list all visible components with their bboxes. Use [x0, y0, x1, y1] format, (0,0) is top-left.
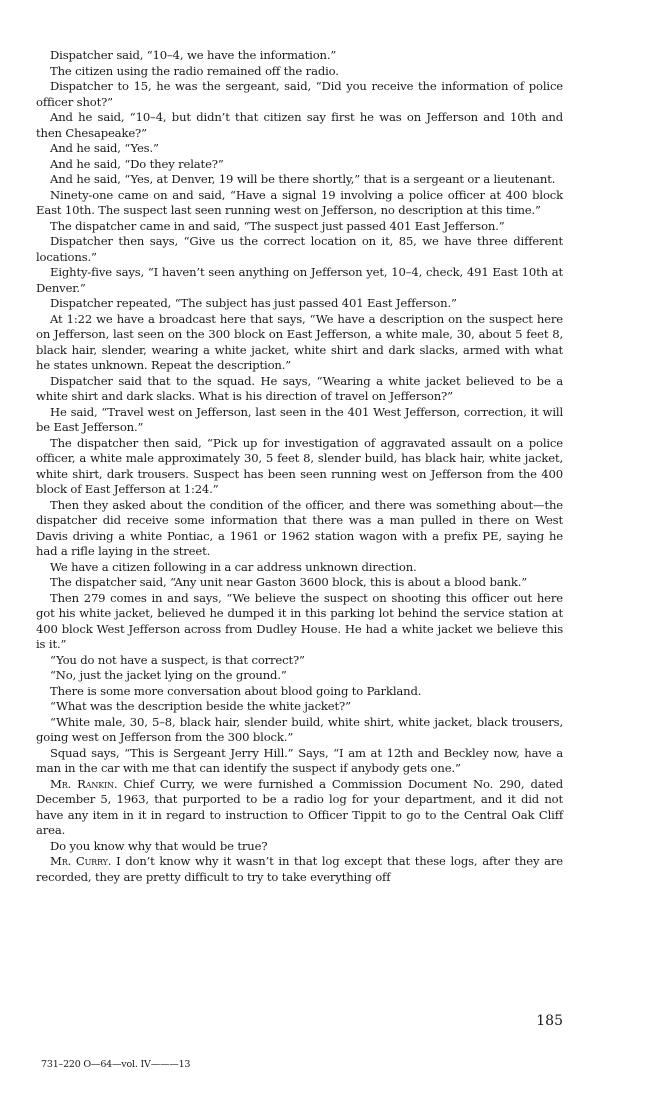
- transcript-paragraph: [36, 188, 563, 219]
- paragraph-text: There is some more conversation about blood going to Parkland.: [50, 683, 422, 698]
- transcript-paragraph: [36, 79, 563, 110]
- transcript-paragraph: [36, 591, 563, 653]
- paragraph-text: Dispatcher said that to the squad. He says, “Wearing a white jacket believed to be a white shirt and dark slacks. What is his direction of travel on Jefferson?”: [36, 373, 563, 403]
- paragraph-text: Chief Curry, we were furnished a Commission Document No. 290, dated December 5, 1963, that purported to be a radio log for your department, and it did not have any item in it in regard to instruction to Officer Tippit to go to the Central Oak Cliff area.: [36, 776, 563, 837]
- paragraph-text: And he said, “10–4, but didn’t that citizen say first he was on Jefferson and 10th and then Chesapeake?”: [36, 110, 563, 140]
- transcript-paragraph: [36, 839, 563, 855]
- paragraph-text: And he said, “Yes, at Denver, 19 will be there shortly,” that is a sergeant or a lieutenant.: [50, 172, 556, 186]
- speaker-name: Mr. Rankin.: [50, 776, 118, 791]
- footer-print-code: 731–220 O—64—vol. IV———13: [41, 1059, 191, 1070]
- transcript-paragraph: [36, 374, 563, 405]
- page-number: 185: [536, 1013, 563, 1029]
- paragraph-text: Dispatcher to 15, he was the sergeant, said, “Did you receive the information of police officer shot?”: [36, 79, 563, 109]
- transcript-paragraph: [36, 684, 563, 700]
- paragraph-text: Ninety-one came on and said, “Have a signal 19 involving a police officer at 400 block East 10th. The suspect last seen running west on Jefferson, no description at this time.”: [36, 187, 563, 217]
- paragraph-text: The dispatcher then said, “Pick up for investigation of aggravated assault on a police officer, a white male approximately 30, 5 feet 8, slender build, has black hair, white jacket, white shirt, dark trousers. Suspect has been seen running west on Jefferson from the 400 block of East Jefferson at 1:24.”: [36, 435, 563, 496]
- paragraph-text: The dispatcher said, “Any unit near Gaston 3600 block, this is about a blood bank.”: [50, 575, 528, 589]
- transcript-paragraph: [36, 498, 563, 560]
- transcript-paragraph: [36, 296, 563, 312]
- paragraph-text: Do you know why that would be true?: [50, 838, 268, 853]
- speaker-name: Mr. Curry.: [50, 854, 112, 868]
- transcript-paragraph: [36, 219, 563, 235]
- transcript-paragraph: [36, 436, 563, 498]
- paragraph-text: At 1:22 we have a broadcast here that says, “We have a description on the suspect here on Jefferson, last seen on the 300 block on East Jefferson, a white male, 30, about 5 feet 8, black hair, slender, wearing a white jacket, white shirt and dark slacks, armed with what he states unknown. Repeat the description.”: [36, 311, 563, 372]
- paragraph-text: Squad says, “This is Sergeant Jerry Hill.” Says, “I am at 12th and Beckley now, have a man in the car with me that can identify the suspect if anybody gets one.”: [36, 745, 563, 775]
- testimony-paragraph: [36, 777, 563, 839]
- paragraph-text: Eighty-five says, “I haven’t seen anything on Jefferson yet, 10–4, check, 491 East 10th at Denver.”: [36, 265, 563, 295]
- paragraph-text: He said, “Travel west on Jefferson, last seen in the 401 West Jefferson, correction, it will be East Jefferson.”: [36, 404, 563, 434]
- transcript-paragraph: [36, 48, 563, 64]
- paragraph-text: I don’t know why it wasn’t in that log except that these logs, after they are recorded, they are pretty difficult to try to take everything off: [36, 854, 563, 884]
- transcript-paragraph: [36, 560, 563, 576]
- paragraph-text: “You do not have a suspect, is that correct?”: [50, 652, 305, 667]
- transcript-paragraph: [36, 575, 563, 591]
- transcript-paragraph: [36, 110, 563, 141]
- transcript-paragraph: [36, 234, 563, 265]
- paragraph-text: And he said, “Do they relate?”: [50, 156, 224, 171]
- transcript-paragraph: [36, 746, 563, 777]
- paragraph-text: The dispatcher came in and said, “The suspect just passed 401 East Jefferson.”: [50, 218, 505, 233]
- paragraph-text: “What was the description beside the white jacket?”: [50, 699, 351, 713]
- transcript-paragraph: [36, 699, 563, 715]
- paragraph-text: Dispatcher said, “10–4, we have the information.”: [50, 48, 337, 62]
- paragraph-text: Dispatcher repeated, “The subject has just passed 401 East Jefferson.”: [50, 296, 457, 310]
- transcript-paragraph: [36, 668, 563, 684]
- transcript-paragraph: [36, 715, 563, 746]
- paragraph-text: The citizen using the radio remained off the radio.: [50, 63, 339, 78]
- paragraph-text: “No, just the jacket lying on the ground.”: [50, 668, 287, 682]
- transcript-paragraph: [36, 265, 563, 296]
- transcript-paragraph: [36, 653, 563, 669]
- transcript-paragraph: [36, 64, 563, 80]
- paragraph-text: Then 279 comes in and says, “We believe the suspect on shooting this officer out here got his white jacket, believed he dumped it in this parking lot behind the service station at 400 block West Jefferson across from Dudley House. He had a white jacket we believe this is it.”: [36, 590, 563, 651]
- transcript-paragraph: [36, 405, 563, 436]
- paragraph-text: We have a citizen following in a car address unknown direction.: [50, 559, 417, 574]
- paragraph-text: “White male, 30, 5–8, black hair, slender build, white shirt, white jacket, black trousers, going west on Jefferson from the 300 block.”: [36, 714, 563, 744]
- transcript-paragraph: [36, 157, 563, 173]
- paragraph-text: And he said, “Yes.”: [50, 141, 159, 155]
- transcript-paragraph: [36, 312, 563, 374]
- transcript-paragraph: [36, 141, 563, 157]
- document-body: [36, 48, 563, 885]
- paragraph-text: Then they asked about the condition of the officer, and there was something about—the dispatcher did receive some information that there was a man pulled in there on West Davis driving a white Pontiac, a 1961 or 1962 station wagon with a prefix PE, saying he had a rifle laying in the street.: [36, 497, 563, 558]
- paragraph-text: Dispatcher then says, “Give us the correct location on it, 85, we have three different locations.”: [36, 234, 563, 264]
- testimony-paragraph: [36, 854, 563, 885]
- transcript-paragraph: [36, 172, 563, 188]
